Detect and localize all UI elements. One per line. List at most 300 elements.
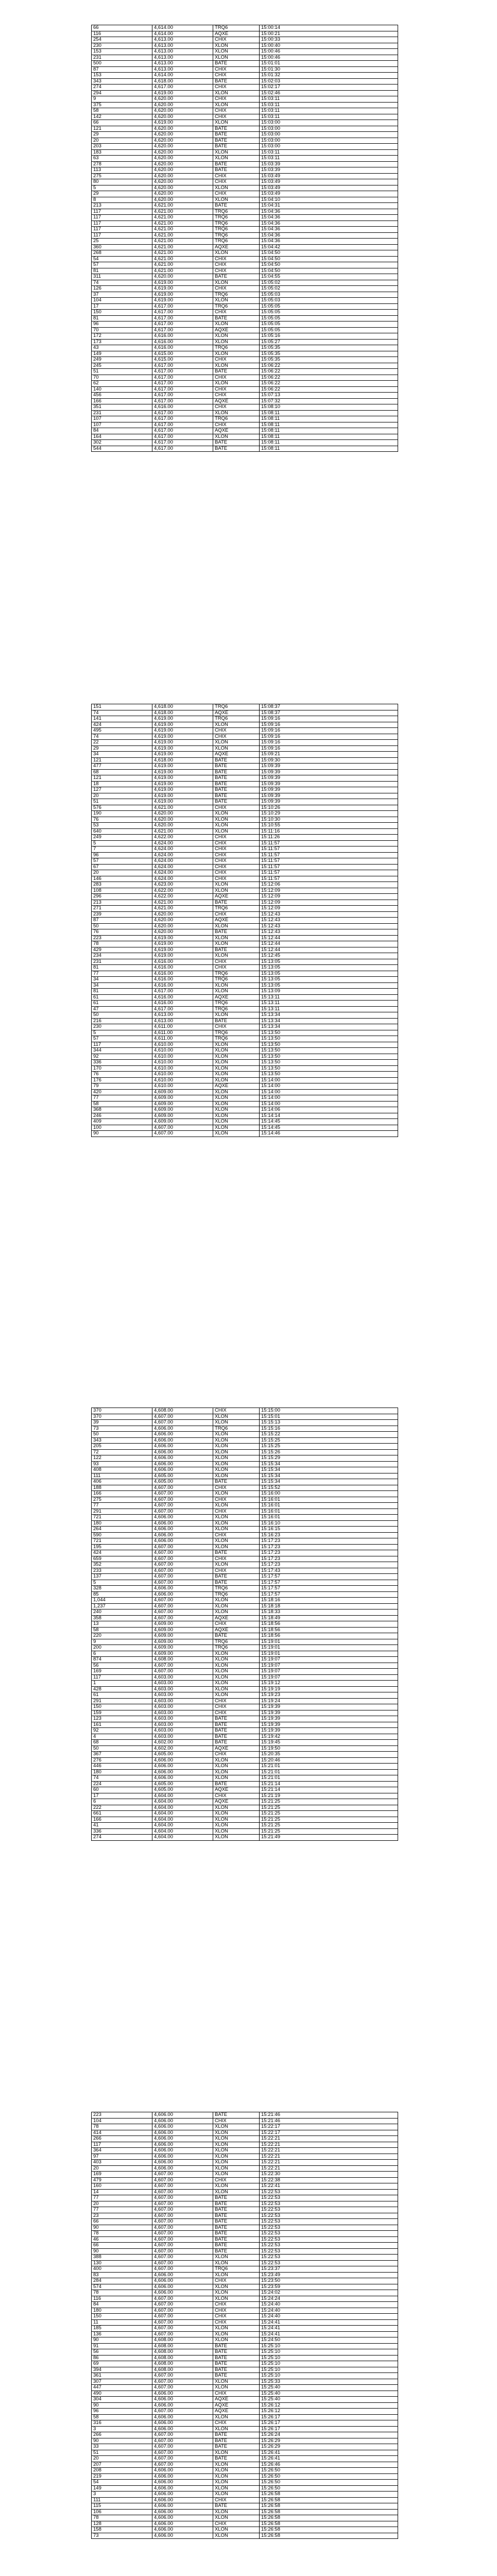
table-row bbox=[92, 2225, 398, 2231]
table-row bbox=[92, 2172, 398, 2178]
price-cell: 4,614.00 bbox=[152, 73, 213, 79]
table-row bbox=[92, 852, 398, 858]
table-row bbox=[92, 2414, 398, 2420]
volume-cell: 150 bbox=[92, 2314, 152, 2320]
price-cell: 4,607.00 bbox=[152, 2462, 213, 2468]
time-cell: 15:05:35 bbox=[260, 345, 398, 351]
venue-cell: AQXE bbox=[213, 1083, 260, 1090]
venue-cell: BATE bbox=[213, 1479, 260, 1485]
volume-cell: 121 bbox=[92, 757, 152, 764]
volume-cell: 172 bbox=[92, 333, 152, 340]
table-row bbox=[92, 1591, 398, 1598]
price-cell: 4,609.00 bbox=[152, 1119, 213, 1125]
time-cell: 15:26:58 bbox=[260, 2503, 398, 2510]
price-cell: 4,608.00 bbox=[152, 2343, 213, 2349]
volume-cell: 20 bbox=[92, 138, 152, 144]
time-cell: 15:24:50 bbox=[260, 2337, 398, 2344]
price-cell: 4,609.00 bbox=[152, 1113, 213, 1119]
venue-cell: AQXE bbox=[213, 710, 260, 716]
time-cell: 15:19:42 bbox=[260, 1734, 398, 1740]
time-cell: 15:25:40 bbox=[260, 2385, 398, 2391]
table-row bbox=[92, 734, 398, 740]
time-cell: 15:22:21 bbox=[260, 2142, 398, 2148]
price-cell: 4,606.00 bbox=[152, 2402, 213, 2409]
time-cell: 15:14:06 bbox=[260, 1107, 398, 1113]
venue-cell: XLON bbox=[213, 1048, 260, 1054]
time-cell: 15:14:00 bbox=[260, 1083, 398, 1090]
time-cell: 15:21:25 bbox=[260, 1828, 398, 1835]
venue-cell: XLON bbox=[213, 2414, 260, 2420]
price-cell: 4,606.00 bbox=[152, 2480, 213, 2486]
venue-cell: BATE bbox=[213, 799, 260, 805]
venue-cell: XLON bbox=[213, 2473, 260, 2480]
table-row bbox=[92, 1828, 398, 1835]
table-row bbox=[92, 775, 398, 782]
time-cell: 15:04:36 bbox=[260, 232, 398, 239]
time-cell: 15:19:01 bbox=[260, 1651, 398, 1657]
time-cell: 15:15:00 bbox=[260, 1408, 398, 1414]
volume-cell: 249 bbox=[92, 357, 152, 363]
price-cell: 4,618.00 bbox=[152, 757, 213, 764]
price-cell: 4,607.00 bbox=[152, 1556, 213, 1562]
volume-cell: 149 bbox=[92, 2485, 152, 2492]
table-row bbox=[92, 215, 398, 221]
table-row bbox=[92, 73, 398, 79]
price-cell: 4,620.00 bbox=[152, 126, 213, 132]
table-row bbox=[92, 149, 398, 156]
table-row bbox=[92, 793, 398, 799]
time-cell: 15:26:50 bbox=[260, 2480, 398, 2486]
volume-cell: 351 bbox=[92, 404, 152, 411]
table-row bbox=[92, 1113, 398, 1119]
table-row bbox=[92, 1072, 398, 1078]
volume-cell: 9 bbox=[92, 1639, 152, 1645]
price-cell: 4,619.00 bbox=[152, 781, 213, 787]
price-cell: 4,620.00 bbox=[152, 274, 213, 280]
time-cell: 15:26:58 bbox=[260, 2509, 398, 2515]
table-row bbox=[92, 96, 398, 103]
venue-cell: XLON bbox=[213, 43, 260, 49]
time-cell: 15:20:35 bbox=[260, 1752, 398, 1758]
venue-cell: CHIX bbox=[213, 2521, 260, 2527]
price-cell: 4,607.00 bbox=[152, 1580, 213, 1586]
volume-cell: 66 bbox=[92, 25, 152, 31]
price-cell: 4,605.00 bbox=[152, 1752, 213, 1758]
table-row bbox=[92, 1065, 398, 1072]
venue-cell: XLON bbox=[213, 941, 260, 947]
time-cell: 15:09:39 bbox=[260, 781, 398, 787]
table-row bbox=[92, 2308, 398, 2314]
volume-cell: 34 bbox=[92, 982, 152, 989]
venue-cell: CHIX bbox=[213, 840, 260, 846]
volume-cell: 661 bbox=[92, 1811, 152, 1817]
table-row bbox=[92, 1131, 398, 1137]
volume-cell: 721 bbox=[92, 1538, 152, 1545]
venue-cell: BATE bbox=[213, 1734, 260, 1740]
time-cell: 15:22:21 bbox=[260, 2154, 398, 2160]
time-cell: 15:15:29 bbox=[260, 1455, 398, 1462]
volume-cell: 66 bbox=[92, 120, 152, 126]
table-row bbox=[92, 66, 398, 73]
table-row bbox=[92, 2255, 398, 2261]
table-row bbox=[92, 2136, 398, 2142]
table-row bbox=[92, 1645, 398, 1651]
time-cell: 15:17:57 bbox=[260, 1586, 398, 1592]
volume-cell: 424 bbox=[92, 722, 152, 728]
table-row bbox=[92, 2397, 398, 2403]
time-cell: 15:04:42 bbox=[260, 244, 398, 250]
table-row bbox=[92, 1764, 398, 1770]
volume-cell: 51 bbox=[92, 799, 152, 805]
price-cell: 4,606.00 bbox=[152, 2136, 213, 2142]
table-row bbox=[92, 971, 398, 977]
price-cell: 4,606.00 bbox=[152, 2414, 213, 2420]
venue-cell: CHIX bbox=[213, 404, 260, 411]
venue-cell: XLON bbox=[213, 1692, 260, 1699]
time-cell: 15:05:35 bbox=[260, 351, 398, 357]
table-row bbox=[92, 156, 398, 162]
venue-cell: XLON bbox=[213, 2260, 260, 2266]
volume-cell: 77 bbox=[92, 2195, 152, 2201]
price-cell: 4,613.00 bbox=[152, 1012, 213, 1019]
table-row bbox=[92, 345, 398, 351]
price-cell: 4,603.00 bbox=[152, 1704, 213, 1710]
trade-table bbox=[91, 704, 398, 1137]
venue-cell: XLON bbox=[213, 1757, 260, 1764]
volume-cell: 213 bbox=[92, 203, 152, 209]
volume-cell: 7 bbox=[92, 846, 152, 853]
volume-cell: 3 bbox=[92, 2492, 152, 2498]
table-row bbox=[92, 2533, 398, 2539]
venue-cell: XLON bbox=[213, 49, 260, 55]
table-row bbox=[92, 882, 398, 888]
volume-cell: 183 bbox=[92, 149, 152, 156]
price-cell: 4,607.00 bbox=[152, 1574, 213, 1580]
price-cell: 4,613.00 bbox=[152, 1018, 213, 1024]
time-cell: 15:23:37 bbox=[260, 2266, 398, 2273]
volume-cell: 121 bbox=[92, 775, 152, 782]
venue-cell: XLON bbox=[213, 1562, 260, 1568]
volume-cell: 37 bbox=[92, 292, 152, 298]
time-cell: 15:10:30 bbox=[260, 817, 398, 823]
volume-cell: 230 bbox=[92, 43, 152, 49]
table-row bbox=[92, 173, 398, 179]
volume-cell: 130 bbox=[92, 2260, 152, 2266]
volume-cell: 223 bbox=[92, 2112, 152, 2119]
time-cell: 15:26:17 bbox=[260, 2420, 398, 2427]
volume-cell: 108 bbox=[92, 888, 152, 894]
table-row bbox=[92, 1799, 398, 1805]
table-row bbox=[92, 398, 398, 404]
venue-cell: BATE bbox=[213, 1716, 260, 1722]
volume-cell: 79 bbox=[92, 1083, 152, 1090]
price-cell: 4,607.00 bbox=[152, 2432, 213, 2438]
venue-cell: CHIX bbox=[213, 73, 260, 79]
venue-cell: CHIX bbox=[213, 262, 260, 268]
table-row bbox=[92, 888, 398, 894]
price-cell: 4,604.00 bbox=[152, 1817, 213, 1823]
venue-cell: XLON bbox=[213, 1663, 260, 1669]
table-row bbox=[92, 1449, 398, 1455]
volume-cell: 408 bbox=[92, 1467, 152, 1473]
volume-cell: 107 bbox=[92, 416, 152, 422]
venue-cell: CHIX bbox=[213, 2278, 260, 2284]
venue-cell: XLON bbox=[213, 280, 260, 286]
table-row bbox=[92, 704, 398, 710]
price-cell: 4,604.00 bbox=[152, 1828, 213, 1835]
venue-cell: XLON bbox=[213, 1455, 260, 1462]
venue-cell: CHIX bbox=[213, 846, 260, 853]
table-row bbox=[92, 1627, 398, 1633]
price-cell: 4,606.00 bbox=[152, 1769, 213, 1775]
table-row bbox=[92, 179, 398, 185]
venue-cell: AQXE bbox=[213, 428, 260, 434]
volume-cell: 91 bbox=[92, 2343, 152, 2349]
volume-cell: 73 bbox=[92, 1426, 152, 1432]
volume-cell: 54 bbox=[92, 2480, 152, 2486]
venue-cell: BATE bbox=[213, 1781, 260, 1787]
volume-cell: 90 bbox=[92, 1131, 152, 1137]
table-row bbox=[92, 280, 398, 286]
volume-cell: 294 bbox=[92, 90, 152, 96]
time-cell: 15:26:46 bbox=[260, 2462, 398, 2468]
price-cell: 4,617.00 bbox=[152, 321, 213, 328]
time-cell: 15:13:05 bbox=[260, 965, 398, 971]
time-cell: 15:26:50 bbox=[260, 2473, 398, 2480]
volume-cell: 275 bbox=[92, 1497, 152, 1503]
price-cell: 4,606.00 bbox=[152, 2142, 213, 2148]
price-cell: 4,606.00 bbox=[152, 1764, 213, 1770]
price-cell: 4,607.00 bbox=[152, 2319, 213, 2326]
volume-cell: 53 bbox=[92, 823, 152, 829]
price-cell: 4,606.00 bbox=[152, 2290, 213, 2296]
table-row bbox=[92, 37, 398, 43]
price-cell: 4,607.00 bbox=[152, 1414, 213, 1420]
price-cell: 4,621.00 bbox=[152, 232, 213, 239]
price-cell: 4,603.00 bbox=[152, 1698, 213, 1704]
table-row bbox=[92, 722, 398, 728]
price-cell: 4,609.00 bbox=[152, 1645, 213, 1651]
table-row bbox=[92, 144, 398, 150]
time-cell: 15:18:33 bbox=[260, 1609, 398, 1616]
table-row bbox=[92, 1426, 398, 1432]
volume-cell: 307 bbox=[92, 2379, 152, 2385]
price-cell: 4,607.00 bbox=[152, 2409, 213, 2415]
time-cell: 15:11:57 bbox=[260, 858, 398, 865]
price-cell: 4,608.00 bbox=[152, 2349, 213, 2355]
venue-cell: XLON bbox=[213, 351, 260, 357]
venue-cell: CHIX bbox=[213, 1497, 260, 1503]
volume-cell: 400 bbox=[92, 2266, 152, 2273]
trade-table-section-1 bbox=[91, 25, 398, 452]
price-cell: 4,607.00 bbox=[152, 2379, 213, 2385]
volume-cell: 446 bbox=[92, 1764, 152, 1770]
price-cell: 4,622.00 bbox=[152, 888, 213, 894]
volume-cell: 271 bbox=[92, 906, 152, 912]
volume-cell: 231 bbox=[92, 55, 152, 61]
price-cell: 4,603.00 bbox=[152, 1734, 213, 1740]
venue-cell: AQXE bbox=[213, 752, 260, 758]
table-row bbox=[92, 929, 398, 936]
volume-cell: 14 bbox=[92, 2189, 152, 2195]
table-row bbox=[92, 1485, 398, 1491]
time-cell: 15:13:50 bbox=[260, 1036, 398, 1042]
venue-cell: XLON bbox=[213, 2492, 260, 2498]
time-cell: 15:03:11 bbox=[260, 96, 398, 103]
table-row bbox=[92, 386, 398, 393]
table-row bbox=[92, 923, 398, 929]
volume-cell: 106 bbox=[92, 2509, 152, 2515]
volume-cell: 68 bbox=[92, 769, 152, 775]
price-cell: 4,616.00 bbox=[152, 994, 213, 1001]
table-row bbox=[92, 787, 398, 793]
venue-cell: XLON bbox=[213, 1515, 260, 1521]
table-row bbox=[92, 1408, 398, 1414]
volume-cell: 721 bbox=[92, 1515, 152, 1521]
time-cell: 15:18:16 bbox=[260, 1598, 398, 1604]
time-cell: 15:11:26 bbox=[260, 835, 398, 841]
time-cell: 15:05:27 bbox=[260, 339, 398, 345]
venue-cell: XLON bbox=[213, 811, 260, 817]
time-cell: 15:21:25 bbox=[260, 1799, 398, 1805]
table-row bbox=[92, 1716, 398, 1722]
price-cell: 4,606.00 bbox=[152, 1515, 213, 1521]
venue-cell: BATE bbox=[213, 2243, 260, 2249]
time-cell: 15:18:56 bbox=[260, 1627, 398, 1633]
time-cell: 15:13:11 bbox=[260, 1006, 398, 1012]
table-row bbox=[92, 2497, 398, 2503]
time-cell: 15:08:37 bbox=[260, 710, 398, 716]
price-cell: 4,606.00 bbox=[152, 2397, 213, 2403]
volume-cell: 490 bbox=[92, 2391, 152, 2397]
table-row bbox=[92, 977, 398, 983]
volume-cell: 185 bbox=[92, 2326, 152, 2332]
table-row bbox=[92, 1669, 398, 1675]
time-cell: 15:22:53 bbox=[260, 2195, 398, 2201]
time-cell: 15:09:39 bbox=[260, 764, 398, 770]
venue-cell: TRQ6 bbox=[213, 239, 260, 245]
time-cell: 15:08:11 bbox=[260, 434, 398, 440]
volume-cell: 20 bbox=[92, 2201, 152, 2207]
volume-cell: 159 bbox=[92, 1710, 152, 1716]
venue-cell: XLON bbox=[213, 1473, 260, 1479]
volume-cell: 394 bbox=[92, 2367, 152, 2373]
volume-cell: 284 bbox=[92, 2278, 152, 2284]
price-cell: 4,605.00 bbox=[152, 1787, 213, 1793]
volume-cell: 117 bbox=[92, 2142, 152, 2148]
venue-cell: BATE bbox=[213, 781, 260, 787]
price-cell: 4,607.00 bbox=[152, 2456, 213, 2462]
venue-cell: CHIX bbox=[213, 2391, 260, 2397]
time-cell: 15:11:57 bbox=[260, 840, 398, 846]
table-row bbox=[92, 404, 398, 411]
venue-cell: TRQ6 bbox=[213, 1030, 260, 1036]
venue-cell: XLON bbox=[213, 2165, 260, 2172]
time-cell: 15:15:52 bbox=[260, 1485, 398, 1491]
table-row bbox=[92, 1835, 398, 1841]
venue-cell: TRQ6 bbox=[213, 906, 260, 912]
price-cell: 4,608.00 bbox=[152, 1657, 213, 1663]
table-row bbox=[92, 2207, 398, 2213]
volume-cell: 874 bbox=[92, 1657, 152, 1663]
volume-cell: 428 bbox=[92, 1686, 152, 1692]
price-cell: 4,619.00 bbox=[152, 716, 213, 722]
price-cell: 4,617.00 bbox=[152, 989, 213, 995]
volume-cell: 86 bbox=[92, 2355, 152, 2361]
venue-cell: XLON bbox=[213, 1414, 260, 1420]
volume-cell: 231 bbox=[92, 959, 152, 965]
volume-cell: 83 bbox=[92, 2272, 152, 2278]
venue-cell: AQXE bbox=[213, 1615, 260, 1621]
volume-cell: 77 bbox=[92, 2207, 152, 2213]
price-cell: 4,607.00 bbox=[152, 2314, 213, 2320]
table-row bbox=[92, 2124, 398, 2130]
venue-cell: XLON bbox=[213, 2148, 260, 2154]
table-row bbox=[92, 1562, 398, 1568]
price-cell: 4,607.00 bbox=[152, 2172, 213, 2178]
price-cell: 4,607.00 bbox=[152, 2438, 213, 2444]
volume-cell: 216 bbox=[92, 1018, 152, 1024]
venue-cell: XLON bbox=[213, 1107, 260, 1113]
venue-cell: CHIX bbox=[213, 870, 260, 876]
time-cell: 15:03:11 bbox=[260, 149, 398, 156]
volume-cell: 69 bbox=[92, 2361, 152, 2367]
venue-cell: BATE bbox=[213, 2213, 260, 2219]
table-row bbox=[92, 2409, 398, 2415]
volume-cell: 57 bbox=[92, 262, 152, 268]
table-row bbox=[92, 221, 398, 227]
table-row bbox=[92, 2272, 398, 2278]
venue-cell: XLON bbox=[213, 923, 260, 929]
volume-cell: 137 bbox=[92, 1574, 152, 1580]
venue-cell: AQXE bbox=[213, 1799, 260, 1805]
table-row bbox=[92, 2248, 398, 2255]
table-row bbox=[92, 2154, 398, 2160]
table-row bbox=[92, 1491, 398, 1497]
venue-cell: BATE bbox=[213, 2112, 260, 2119]
table-row bbox=[92, 1657, 398, 1663]
price-cell: 4,620.00 bbox=[152, 96, 213, 103]
venue-cell: AQXE bbox=[213, 1745, 260, 1752]
venue-cell: BATE bbox=[213, 2231, 260, 2237]
price-cell: 4,609.00 bbox=[152, 1089, 213, 1095]
price-cell: 4,620.00 bbox=[152, 132, 213, 138]
volume-cell: 25 bbox=[92, 239, 152, 245]
venue-cell: XLON bbox=[213, 2255, 260, 2261]
volume-cell: 296 bbox=[92, 894, 152, 900]
table-row bbox=[92, 2438, 398, 2444]
table-row bbox=[92, 876, 398, 882]
table-row bbox=[92, 2219, 398, 2225]
time-cell: 15:26:24 bbox=[260, 2432, 398, 2438]
venue-cell: BATE bbox=[213, 793, 260, 799]
time-cell: 15:19:19 bbox=[260, 1686, 398, 1692]
table-row bbox=[92, 161, 398, 167]
price-cell: 4,607.00 bbox=[152, 2450, 213, 2456]
table-row bbox=[92, 43, 398, 49]
table-row bbox=[92, 440, 398, 446]
table-row bbox=[92, 1817, 398, 1823]
volume-cell: 113 bbox=[92, 167, 152, 174]
venue-cell: CHIX bbox=[213, 256, 260, 262]
table-row bbox=[92, 369, 398, 375]
table-row bbox=[92, 959, 398, 965]
price-cell: 4,606.00 bbox=[152, 1444, 213, 1450]
venue-cell: CHIX bbox=[213, 1556, 260, 1562]
venue-cell: BATE bbox=[213, 446, 260, 452]
table-row bbox=[92, 446, 398, 452]
price-cell: 4,607.00 bbox=[152, 2302, 213, 2308]
